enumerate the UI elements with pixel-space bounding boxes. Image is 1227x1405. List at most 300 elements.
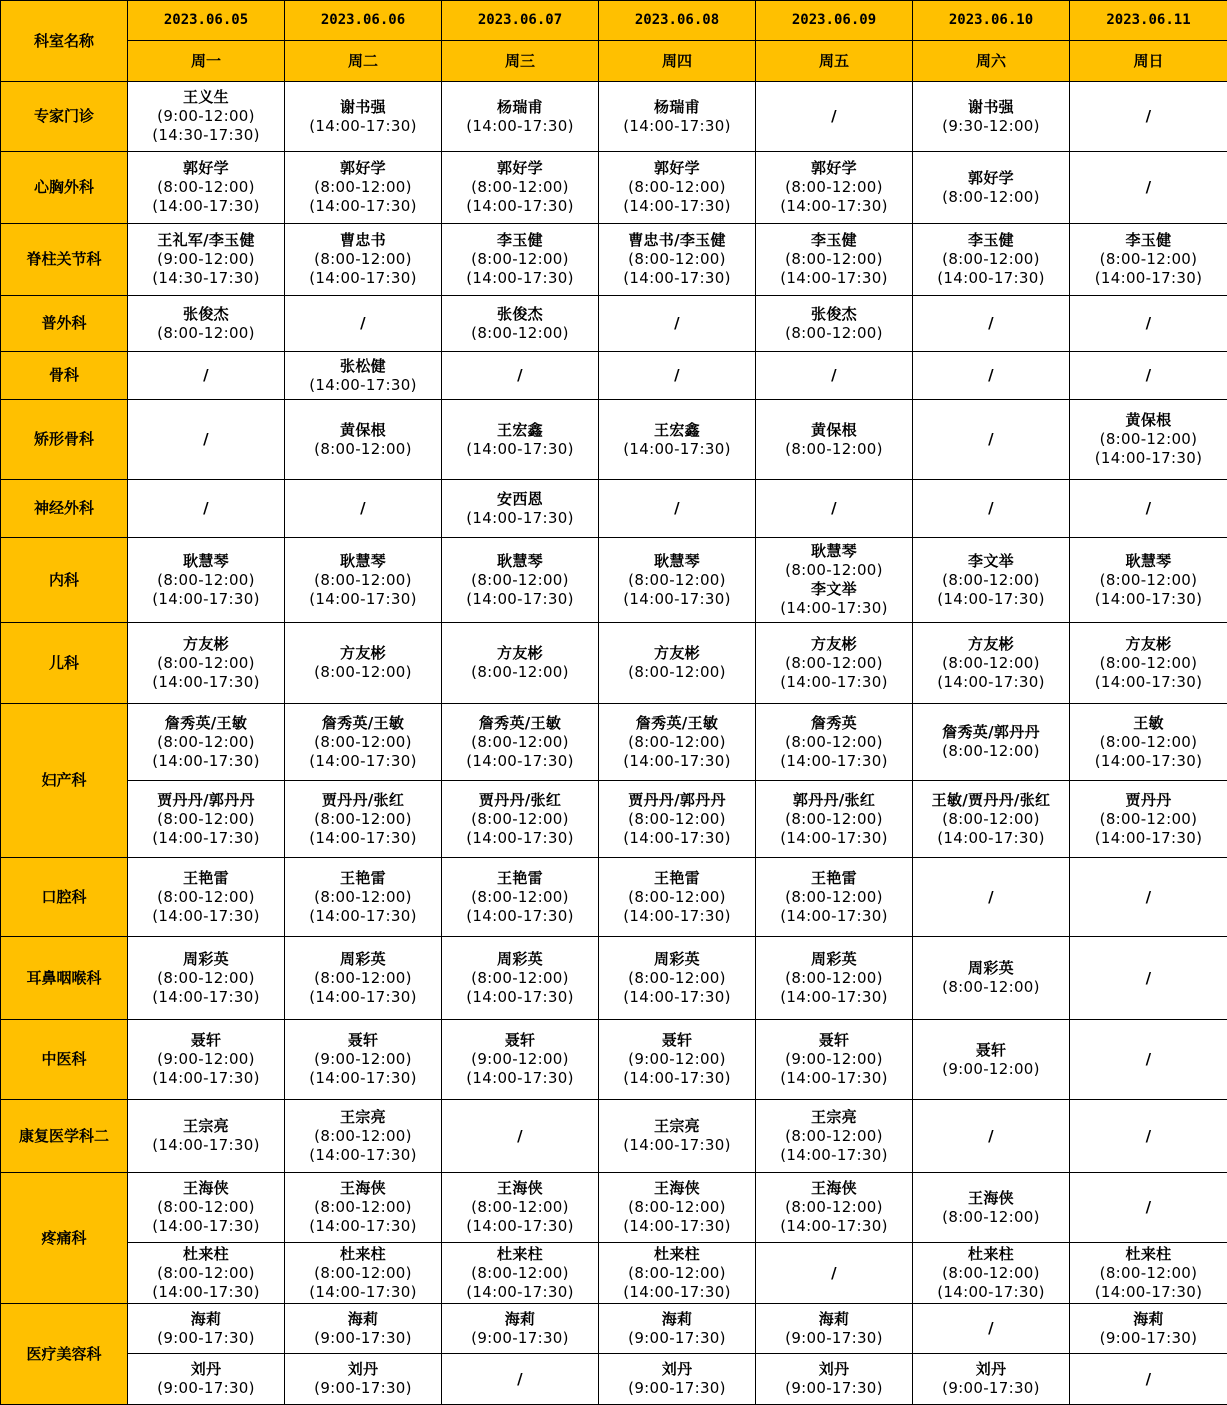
- schedule-cell: [1070, 538, 1227, 623]
- no-shift-mark: /: [913, 314, 1069, 333]
- shift-time: (14:00-17:30): [1070, 449, 1227, 468]
- shift-time: (8:00-12:00): [442, 969, 598, 988]
- date-header: 2023.06.05: [128, 1, 285, 41]
- shift-time: (14:00-17:30): [1070, 829, 1227, 848]
- shift-time: (8:00-12:00): [128, 571, 284, 590]
- schedule-cell: [128, 1100, 285, 1173]
- schedule-row: [1, 352, 1227, 400]
- no-shift-mark: /: [442, 1127, 598, 1146]
- schedule-cell: [913, 1243, 1070, 1304]
- shift-time: (14:00-17:30): [1070, 752, 1227, 771]
- schedule-row: [1, 1243, 1227, 1304]
- shift-time: (8:00-12:00): [756, 178, 912, 197]
- doctor-name: 王敏/贾丹丹/张红: [913, 791, 1069, 810]
- shift-time: (14:00-17:30): [599, 1136, 755, 1155]
- doctor-name: 刘丹: [285, 1360, 441, 1379]
- department-name: 儿科: [1, 623, 128, 704]
- schedule-cell: [442, 1354, 599, 1405]
- date-header: 2023.06.07: [442, 1, 599, 41]
- doctor-name: 方友彬: [128, 635, 284, 654]
- no-shift-mark: /: [1070, 366, 1227, 385]
- schedule-cell: [756, 1354, 913, 1405]
- date-header: 2023.06.10: [913, 1, 1070, 41]
- shift-time: (8:00-12:00): [1070, 250, 1227, 269]
- shift-time: (14:00-17:30): [442, 1283, 598, 1302]
- schedule-cell: [128, 152, 285, 224]
- shift-time: (14:00-17:30): [128, 907, 284, 926]
- schedule-cell: [599, 1354, 756, 1405]
- shift-time: (9:00-17:30): [285, 1329, 441, 1348]
- doctor-name: 杨瑞甫: [599, 98, 755, 117]
- shift-time: (14:00-17:30): [599, 988, 755, 1007]
- no-shift-mark: /: [756, 366, 912, 385]
- schedule-cell: [442, 623, 599, 704]
- doctor-name: 李文举: [756, 580, 912, 599]
- shift-time: (8:00-12:00): [599, 1198, 755, 1217]
- shift-time: (14:00-17:30): [285, 1069, 441, 1088]
- shift-time: (8:00-12:00): [128, 810, 284, 829]
- no-shift-mark: /: [128, 499, 284, 518]
- shift-time: (14:00-17:30): [285, 1146, 441, 1165]
- doctor-name: 詹秀英/郭丹丹: [913, 723, 1069, 742]
- shift-time: (14:00-17:30): [599, 117, 755, 136]
- schedule-cell: [128, 704, 285, 781]
- weekday-header: 周二: [285, 41, 442, 82]
- schedule-cell: [756, 858, 913, 937]
- shift-time: (8:00-12:00): [599, 810, 755, 829]
- schedule-row: [1, 937, 1227, 1020]
- shift-time: (14:00-17:30): [285, 1217, 441, 1236]
- shift-time: (14:00-17:30): [599, 1069, 755, 1088]
- shift-time: (8:00-12:00): [599, 969, 755, 988]
- department-name: 脊柱关节科: [1, 224, 128, 296]
- doctor-name: 贾丹丹: [1070, 791, 1227, 810]
- schedule-cell: [128, 296, 285, 352]
- schedule-cell: [756, 937, 913, 1020]
- shift-time: (9:00-17:30): [599, 1379, 755, 1398]
- shift-time: (9:00-12:00): [913, 1060, 1069, 1079]
- department-name: 专家门诊: [1, 82, 128, 152]
- doctor-name: 聂轩: [756, 1031, 912, 1050]
- shift-time: (14:00-17:30): [1070, 1283, 1227, 1302]
- shift-time: (14:00-17:30): [128, 752, 284, 771]
- doctor-name: 周彩英: [913, 959, 1069, 978]
- shift-time: (14:00-17:30): [285, 376, 441, 395]
- schedule-cell: [442, 400, 599, 480]
- date-header: 2023.06.08: [599, 1, 756, 41]
- doctor-name: 李玉健: [756, 231, 912, 250]
- doctor-name: 王海侠: [599, 1179, 755, 1198]
- schedule-row: [1, 1020, 1227, 1100]
- schedule-cell: [285, 623, 442, 704]
- no-shift-mark: /: [756, 499, 912, 518]
- doctor-name: 黄保根: [756, 421, 912, 440]
- shift-time: (8:00-12:00): [599, 733, 755, 752]
- schedule-cell: [285, 296, 442, 352]
- schedule-cell: [128, 352, 285, 400]
- doctor-name: 海莉: [1070, 1310, 1227, 1329]
- schedule-row: [1, 1354, 1227, 1405]
- doctor-name: 耿慧琴: [128, 552, 284, 571]
- department-name: 口腔科: [1, 858, 128, 937]
- shift-time: (8:00-12:00): [756, 733, 912, 752]
- shift-time: (8:00-12:00): [913, 742, 1069, 761]
- shift-time: (8:00-12:00): [913, 978, 1069, 997]
- shift-time: (14:00-17:30): [599, 1283, 755, 1302]
- schedule-cell: [1070, 82, 1227, 152]
- shift-time: (8:00-12:00): [913, 810, 1069, 829]
- weekday-header: 周四: [599, 41, 756, 82]
- doctor-name: 詹秀英/王敏: [442, 714, 598, 733]
- shift-time: (14:00-17:30): [442, 1217, 598, 1236]
- shift-time: (14:00-17:30): [756, 752, 912, 771]
- no-shift-mark: /: [599, 499, 755, 518]
- shift-time: (14:00-17:30): [285, 829, 441, 848]
- shift-time: (14:00-17:30): [285, 1283, 441, 1302]
- schedule-cell: [756, 1304, 913, 1354]
- shift-time: (14:00-17:30): [442, 269, 598, 288]
- schedule-cell: [913, 858, 1070, 937]
- no-shift-mark: /: [913, 430, 1069, 449]
- doctor-name: 刘丹: [128, 1360, 284, 1379]
- shift-time: (8:00-12:00): [285, 888, 441, 907]
- shift-time: (9:00-12:00): [285, 1050, 441, 1069]
- doctor-name: 王宗亮: [599, 1117, 755, 1136]
- schedule-cell: [756, 1020, 913, 1100]
- department-name: 内科: [1, 538, 128, 623]
- shift-time: (14:00-17:30): [913, 829, 1069, 848]
- weekday-header: 周三: [442, 41, 599, 82]
- shift-time: (8:00-12:00): [285, 1127, 441, 1146]
- schedule-cell: [442, 858, 599, 937]
- shift-time: (14:00-17:30): [285, 988, 441, 1007]
- shift-time: (8:00-12:00): [913, 571, 1069, 590]
- no-shift-mark: /: [1070, 1370, 1227, 1389]
- weekday-header: 周日: [1070, 41, 1227, 82]
- schedule-cell: [913, 352, 1070, 400]
- doctor-name: 周彩英: [285, 950, 441, 969]
- shift-time: (9:00-17:30): [756, 1329, 912, 1348]
- shift-time: (8:00-12:00): [756, 324, 912, 343]
- doctor-name: 王宗亮: [128, 1117, 284, 1136]
- schedule-cell: [1070, 352, 1227, 400]
- schedule-cell: [442, 352, 599, 400]
- schedule-cell: [599, 1304, 756, 1354]
- schedule-cell: [128, 480, 285, 538]
- schedule-cell: [285, 1020, 442, 1100]
- shift-time: (8:00-12:00): [285, 663, 441, 682]
- department-name: 医疗美容科: [1, 1304, 128, 1405]
- shift-time: (8:00-12:00): [756, 440, 912, 459]
- shift-time: (14:00-17:30): [599, 752, 755, 771]
- shift-time: (14:00-17:30): [756, 1146, 912, 1165]
- shift-time: (8:00-12:00): [442, 178, 598, 197]
- no-shift-mark: /: [128, 430, 284, 449]
- shift-time: (8:00-12:00): [756, 888, 912, 907]
- shift-time: (14:30-17:30): [128, 269, 284, 288]
- shift-time: (9:00-12:00): [599, 1050, 755, 1069]
- shift-time: (9:00-17:30): [913, 1379, 1069, 1398]
- doctor-name: 杜来柱: [128, 1245, 284, 1264]
- schedule-row: [1, 623, 1227, 704]
- shift-time: (8:00-12:00): [1070, 654, 1227, 673]
- shift-time: (14:00-17:30): [442, 752, 598, 771]
- shift-time: (14:00-17:30): [285, 197, 441, 216]
- schedule-cell: [913, 82, 1070, 152]
- schedule-cell: [285, 400, 442, 480]
- schedule-cell: [913, 704, 1070, 781]
- no-shift-mark: /: [1070, 969, 1227, 988]
- shift-time: (14:00-17:30): [599, 269, 755, 288]
- shift-time: (8:00-12:00): [285, 810, 441, 829]
- schedule-cell: [756, 400, 913, 480]
- schedule-cell: [285, 82, 442, 152]
- doctor-name: 海莉: [756, 1310, 912, 1329]
- doctor-name: 周彩英: [756, 950, 912, 969]
- shift-time: (9:00-17:30): [128, 1379, 284, 1398]
- no-shift-mark: /: [756, 1264, 912, 1283]
- shift-time: (14:00-17:30): [442, 1069, 598, 1088]
- department-name: 普外科: [1, 296, 128, 352]
- schedule-cell: [756, 296, 913, 352]
- shift-time: (14:00-17:30): [1070, 590, 1227, 609]
- doctor-name: 谢书强: [285, 98, 441, 117]
- shift-time: (14:00-17:30): [756, 829, 912, 848]
- no-shift-mark: /: [756, 107, 912, 126]
- shift-time: (8:00-12:00): [1070, 430, 1227, 449]
- doctor-name: 郭好学: [599, 159, 755, 178]
- shift-time: (14:00-17:30): [442, 197, 598, 216]
- no-shift-mark: /: [128, 366, 284, 385]
- doctor-name: 王宏鑫: [442, 421, 598, 440]
- schedule-cell: [128, 224, 285, 296]
- doctor-name: 王艳雷: [285, 869, 441, 888]
- shift-time: (9:00-17:30): [442, 1329, 598, 1348]
- schedule-cell: [442, 538, 599, 623]
- schedule-cell: [285, 152, 442, 224]
- shift-time: (14:00-17:30): [285, 269, 441, 288]
- doctor-name: 王艳雷: [599, 869, 755, 888]
- schedule-cell: [756, 1100, 913, 1173]
- doctor-name: 耿慧琴: [1070, 552, 1227, 571]
- schedule-cell: [442, 1304, 599, 1354]
- doctor-name: 张俊杰: [442, 305, 598, 324]
- doctor-name: 方友彬: [599, 644, 755, 663]
- doctor-name: 方友彬: [442, 644, 598, 663]
- shift-time: (8:00-12:00): [285, 733, 441, 752]
- department-name: 妇产科: [1, 704, 128, 858]
- schedule-cell: [1070, 400, 1227, 480]
- shift-time: (8:00-12:00): [756, 654, 912, 673]
- schedule-row: [1, 82, 1227, 152]
- schedule-row: [1, 781, 1227, 858]
- schedule-row: [1, 296, 1227, 352]
- doctor-name: 詹秀英: [756, 714, 912, 733]
- schedule-cell: [756, 352, 913, 400]
- schedule-cell: [756, 224, 913, 296]
- schedule-cell: [913, 1020, 1070, 1100]
- schedule-cell: [599, 400, 756, 480]
- schedule-cell: [756, 152, 913, 224]
- schedule-cell: [599, 858, 756, 937]
- shift-time: (14:00-17:30): [756, 673, 912, 692]
- shift-time: (9:00-17:30): [599, 1329, 755, 1348]
- schedule-cell: [1070, 152, 1227, 224]
- shift-time: (8:00-12:00): [913, 188, 1069, 207]
- doctor-name: 张俊杰: [756, 305, 912, 324]
- shift-time: (14:00-17:30): [285, 590, 441, 609]
- schedule-cell: [599, 152, 756, 224]
- schedule-cell: [756, 82, 913, 152]
- schedule-cell: [1070, 1173, 1227, 1243]
- date-header: 2023.06.06: [285, 1, 442, 41]
- shift-time: (14:00-17:30): [1070, 673, 1227, 692]
- shift-time: (9:00-17:30): [285, 1379, 441, 1398]
- doctor-name: 海莉: [285, 1310, 441, 1329]
- shift-time: (9:00-12:00): [128, 250, 284, 269]
- shift-time: (8:00-12:00): [913, 250, 1069, 269]
- schedule-cell: [285, 224, 442, 296]
- schedule-cell: [1070, 937, 1227, 1020]
- no-shift-mark: /: [599, 314, 755, 333]
- no-shift-mark: /: [285, 499, 441, 518]
- doctor-name: 方友彬: [913, 635, 1069, 654]
- schedule-cell: [599, 1020, 756, 1100]
- shift-time: (8:00-12:00): [599, 250, 755, 269]
- doctor-name: 聂轩: [913, 1041, 1069, 1060]
- shift-time: (14:00-17:30): [599, 907, 755, 926]
- schedule-cell: [756, 1243, 913, 1304]
- shift-time: (14:00-17:30): [128, 673, 284, 692]
- schedule-cell: [599, 296, 756, 352]
- shift-time: (8:00-12:00): [599, 888, 755, 907]
- department-name: 康复医学科二: [1, 1100, 128, 1173]
- shift-time: (8:00-12:00): [1070, 571, 1227, 590]
- shift-time: (8:00-12:00): [913, 1208, 1069, 1227]
- shift-time: (14:00-17:30): [128, 1136, 284, 1155]
- shift-time: (14:00-17:30): [756, 988, 912, 1007]
- schedule-cell: [756, 623, 913, 704]
- shift-time: (8:00-12:00): [1070, 733, 1227, 752]
- department-name: 骨科: [1, 352, 128, 400]
- doctor-name: 耿慧琴: [599, 552, 755, 571]
- shift-time: (14:00-17:30): [128, 197, 284, 216]
- schedule-cell: [285, 858, 442, 937]
- shift-time: (14:00-17:30): [128, 1283, 284, 1302]
- doctor-name: 刘丹: [913, 1360, 1069, 1379]
- shift-time: (14:00-17:30): [285, 907, 441, 926]
- doctor-name: 王宏鑫: [599, 421, 755, 440]
- doctor-name: 李文举: [913, 552, 1069, 571]
- schedule-cell: [442, 1243, 599, 1304]
- schedule-cell: [128, 1020, 285, 1100]
- weekday-header: 周五: [756, 41, 913, 82]
- doctor-name: 张俊杰: [128, 305, 284, 324]
- schedule-cell: [285, 352, 442, 400]
- shift-time: (8:00-12:00): [756, 969, 912, 988]
- schedule-cell: [1070, 1304, 1227, 1354]
- shift-time: (14:00-17:30): [599, 197, 755, 216]
- shift-time: (8:00-12:00): [756, 250, 912, 269]
- shift-time: (8:00-12:00): [599, 571, 755, 590]
- schedule-cell: [599, 224, 756, 296]
- shift-time: (8:00-12:00): [442, 663, 598, 682]
- doctor-name: 郭好学: [442, 159, 598, 178]
- schedule-cell: [913, 480, 1070, 538]
- schedule-cell: [128, 937, 285, 1020]
- shift-time: (14:00-17:30): [128, 1217, 284, 1236]
- doctor-name: 王敏: [1070, 714, 1227, 733]
- shift-time: (14:00-17:30): [599, 590, 755, 609]
- doctor-name: 李玉健: [913, 231, 1069, 250]
- schedule-row: [1, 538, 1227, 623]
- schedule-cell: [128, 400, 285, 480]
- schedule-row: [1, 1173, 1227, 1243]
- doctor-name: 王宗亮: [285, 1108, 441, 1127]
- schedule-cell: [442, 82, 599, 152]
- shift-time: (14:00-17:30): [756, 907, 912, 926]
- shift-time: (8:00-12:00): [285, 178, 441, 197]
- schedule-cell: [913, 1304, 1070, 1354]
- doctor-name: 王艳雷: [756, 869, 912, 888]
- shift-time: (9:30-12:00): [913, 117, 1069, 136]
- doctor-name: 刘丹: [756, 1360, 912, 1379]
- schedule-cell: [913, 937, 1070, 1020]
- no-shift-mark: /: [442, 1370, 598, 1389]
- doctor-name: 王宗亮: [756, 1108, 912, 1127]
- shift-time: (8:00-12:00): [285, 1264, 441, 1283]
- no-shift-mark: /: [1070, 1050, 1227, 1069]
- doctor-name: 郭丹丹/张红: [756, 791, 912, 810]
- schedule-cell: [442, 480, 599, 538]
- doctor-name: 海莉: [128, 1310, 284, 1329]
- schedule-cell: [599, 538, 756, 623]
- schedule-cell: [128, 1173, 285, 1243]
- shift-time: (8:00-12:00): [442, 324, 598, 343]
- shift-time: (14:00-17:30): [913, 673, 1069, 692]
- department-name: 矫形骨科: [1, 400, 128, 480]
- schedule-cell: [285, 538, 442, 623]
- doctor-name: 方友彬: [756, 635, 912, 654]
- shift-time: (8:00-12:00): [442, 571, 598, 590]
- shift-time: (14:00-17:30): [442, 117, 598, 136]
- shift-time: (8:00-12:00): [285, 1198, 441, 1217]
- schedule-cell: [128, 858, 285, 937]
- department-name: 神经外科: [1, 480, 128, 538]
- doctor-name: 王艳雷: [442, 869, 598, 888]
- schedule-cell: [599, 1100, 756, 1173]
- schedule-cell: [1070, 1100, 1227, 1173]
- shift-time: (8:00-12:00): [599, 178, 755, 197]
- schedule-row: [1, 858, 1227, 937]
- shift-time: (8:00-12:00): [128, 1198, 284, 1217]
- doctor-name: 王海侠: [285, 1179, 441, 1198]
- shift-time: (14:00-17:30): [442, 907, 598, 926]
- schedule-cell: [1070, 781, 1227, 858]
- schedule-cell: [599, 352, 756, 400]
- weekday-header: 周一: [128, 41, 285, 82]
- department-name: 疼痛科: [1, 1173, 128, 1304]
- shift-time: (14:00-17:30): [913, 269, 1069, 288]
- no-shift-mark: /: [1070, 178, 1227, 197]
- shift-time: (8:00-12:00): [1070, 810, 1227, 829]
- no-shift-mark: /: [599, 366, 755, 385]
- schedule-row: [1, 1304, 1227, 1354]
- shift-time: (8:00-12:00): [442, 1264, 598, 1283]
- doctor-name: 杜来柱: [285, 1245, 441, 1264]
- schedule-row: [1, 1100, 1227, 1173]
- date-header: 2023.06.11: [1070, 1, 1227, 41]
